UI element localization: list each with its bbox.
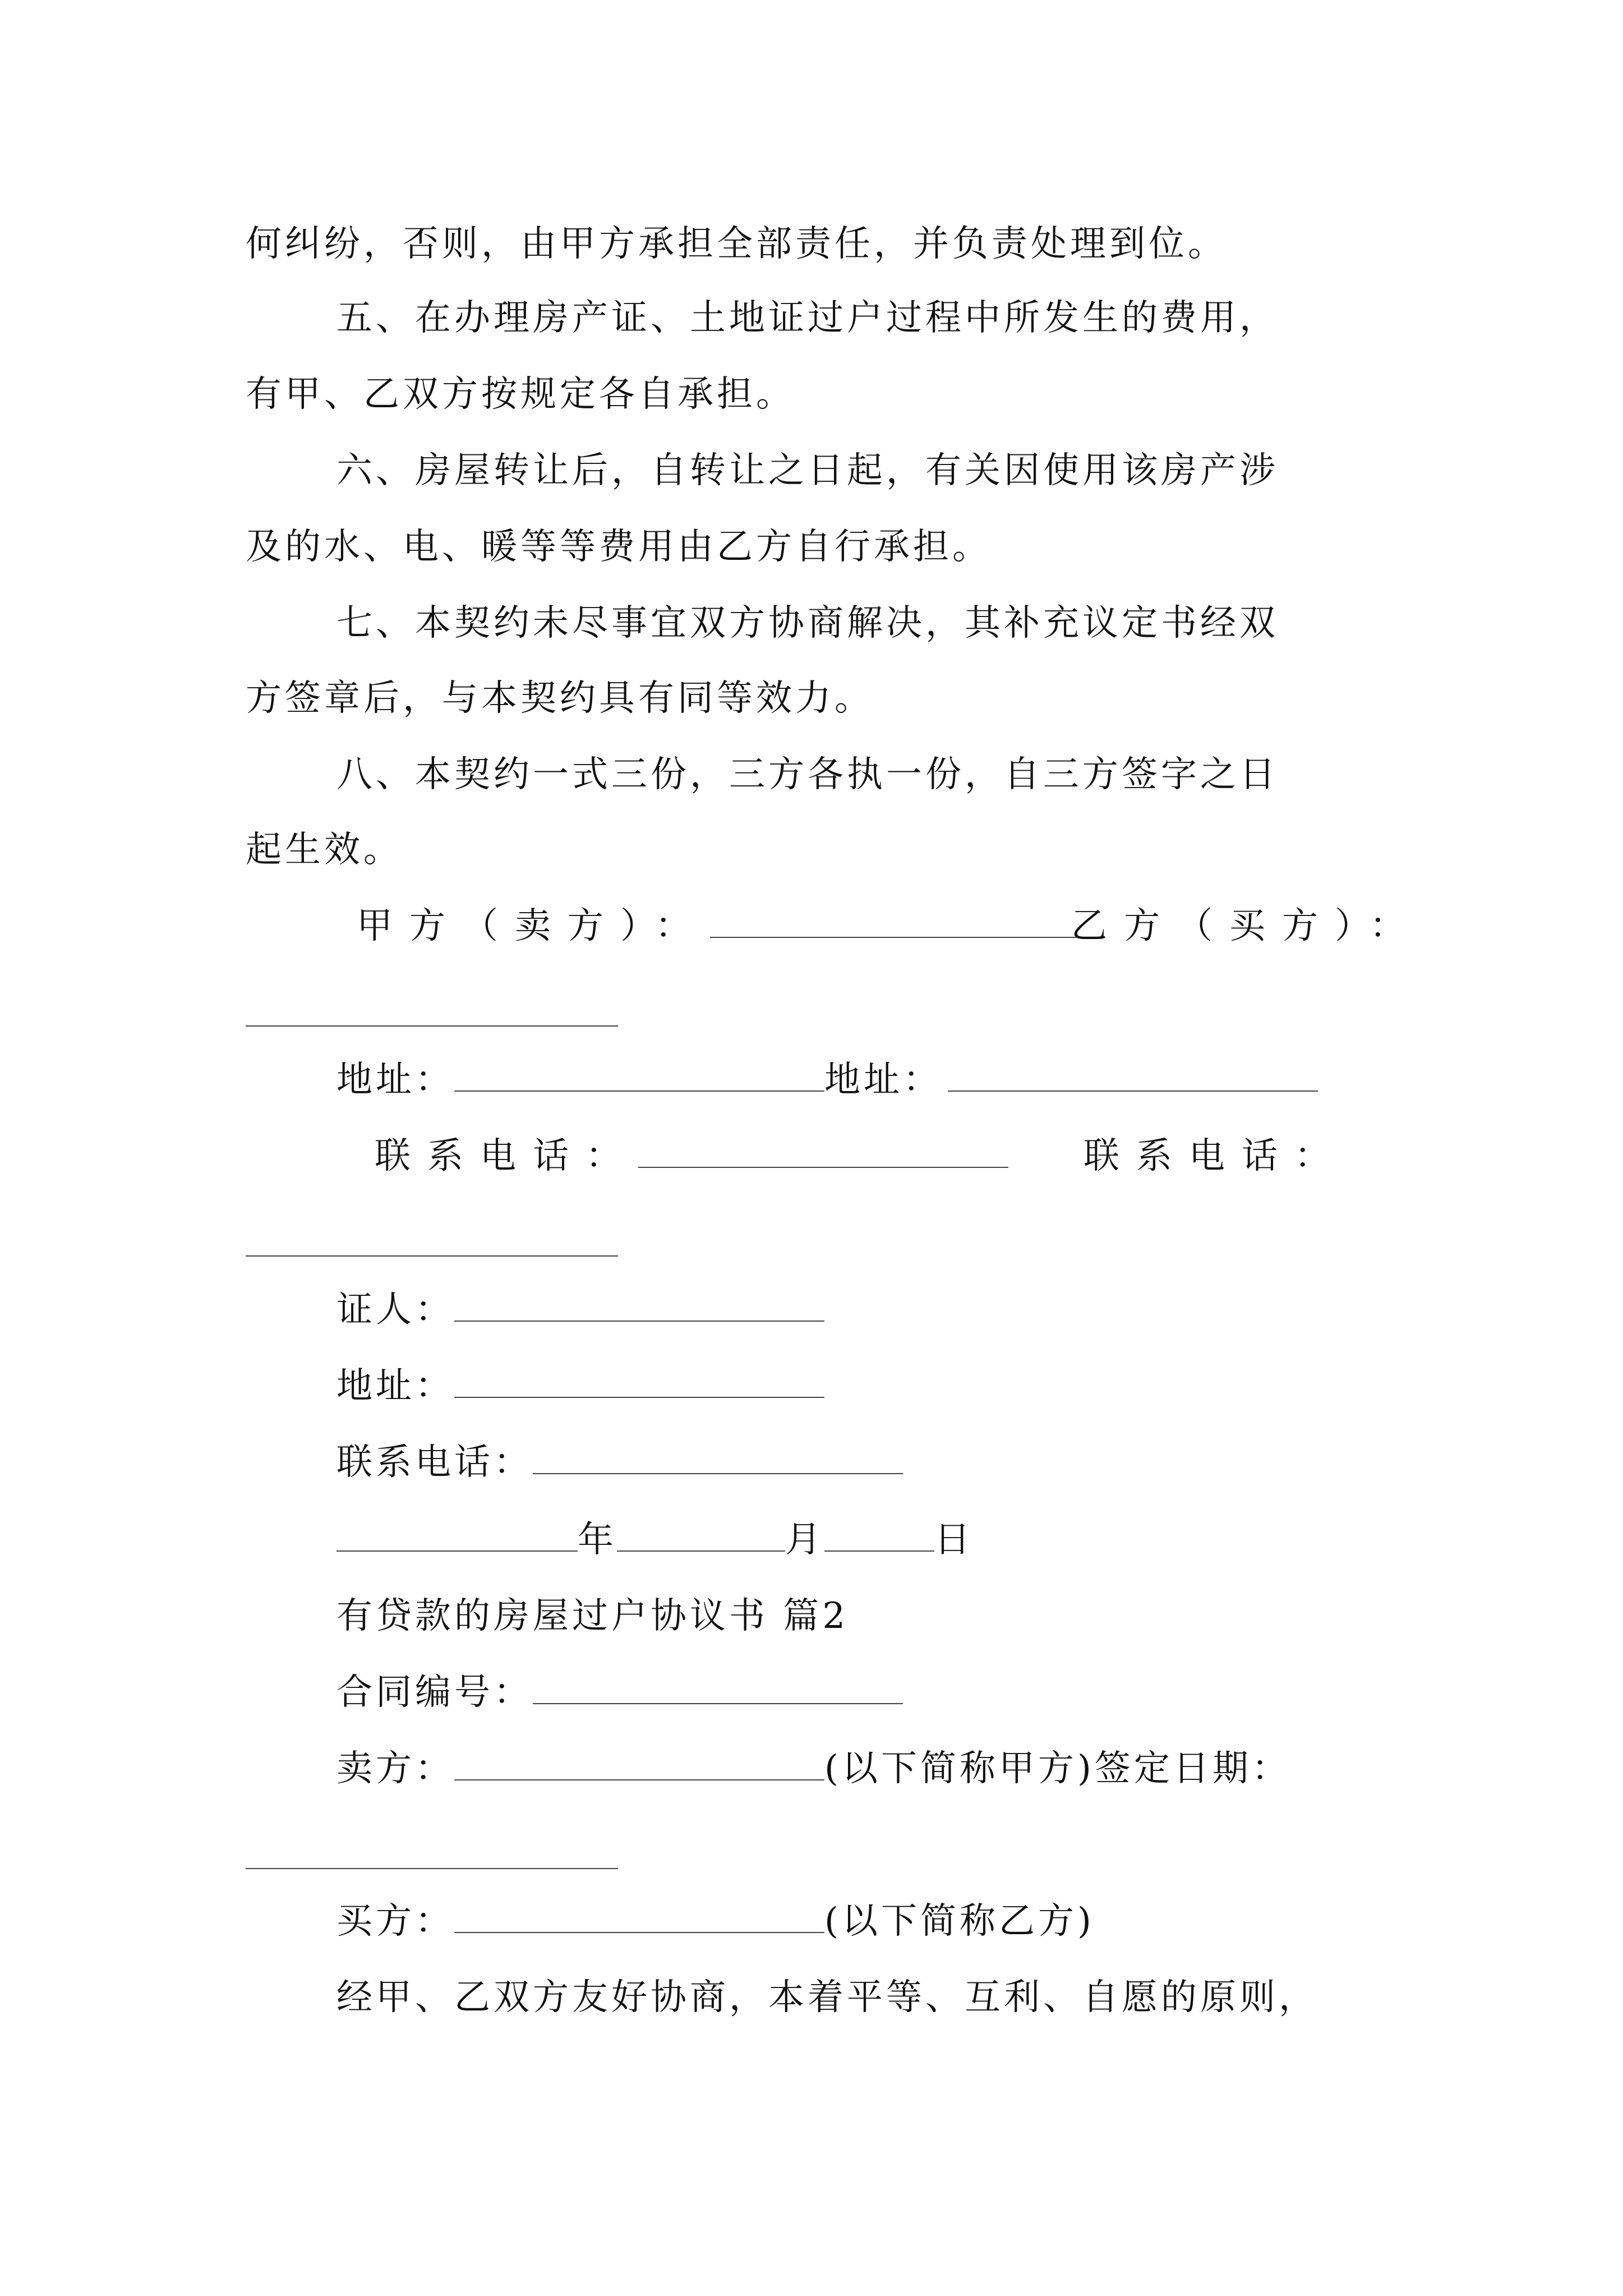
buyer-label: 买方： xyxy=(336,1901,454,1942)
address-label-b: 地址： xyxy=(824,1059,942,1101)
text-line: 五、在办理房产证、土地证过户过程中所发生的费用， xyxy=(336,297,1279,339)
witness-address-line xyxy=(336,1361,824,1411)
witness-line xyxy=(336,1285,824,1335)
text-line: 有甲、乙双方按规定各自承担。 xyxy=(246,374,795,415)
witness-address-blank xyxy=(454,1365,824,1398)
buyer-line xyxy=(336,1896,1095,1947)
text-line: 八、本契约一式三份，三方各执一份，自三方签字之日 xyxy=(336,754,1279,795)
witness-label: 证人： xyxy=(336,1289,454,1331)
party-b-label: 乙方（买方）： xyxy=(1071,905,1422,947)
address-b-blank xyxy=(948,1059,1318,1092)
party-a-blank xyxy=(710,905,1080,938)
witness-phone-blank xyxy=(533,1442,903,1474)
month-label: 月 xyxy=(785,1519,824,1561)
text-line: 经甲、乙双方友好协商，本着平等、互利、自愿的原则， xyxy=(336,1977,1318,2018)
address-a-blank xyxy=(454,1059,824,1092)
witness-phone-label: 联系电话： xyxy=(336,1442,533,1483)
day-label: 日 xyxy=(934,1519,974,1561)
witness-phone-line xyxy=(336,1437,903,1488)
month-blank xyxy=(617,1519,785,1552)
party-a-line xyxy=(357,901,1080,951)
sign-date-blank xyxy=(246,1868,618,1869)
phone-label-a: 联系电话： xyxy=(375,1135,638,1177)
buyer-blank xyxy=(454,1901,824,1933)
contract-no-line xyxy=(336,1667,903,1718)
phone-a-blank xyxy=(638,1135,1008,1168)
buyer-suffix: (以下简称乙方) xyxy=(824,1901,1095,1942)
text-line: 七、本契约未尽事宜双方协商解决，其补充议定书经双 xyxy=(336,602,1279,644)
section-heading: 有贷款的房屋过户协议书 篇2 xyxy=(336,1595,849,1637)
contract-no-label: 合同编号： xyxy=(336,1672,533,1713)
text-line: 方签章后，与本契约具有同等效力。 xyxy=(246,678,874,719)
seller-label: 卖方： xyxy=(336,1748,454,1789)
seller-blank xyxy=(454,1748,824,1780)
date-line xyxy=(336,1515,974,1565)
party-b-blank xyxy=(246,1025,618,1027)
phone-line xyxy=(375,1131,1008,1181)
party-a-label: 甲方（卖方）： xyxy=(357,905,708,947)
day-blank xyxy=(824,1519,934,1552)
phone-b-blank xyxy=(246,1255,618,1257)
address-line xyxy=(336,1055,1318,1105)
seller-suffix: (以下简称甲方)签定日期： xyxy=(824,1748,1291,1789)
text-line: 何纠纷，否则，由甲方承担全部责任，并负责处理到位。 xyxy=(246,223,1227,265)
text-line: 及的水、电、暖等等费用由乙方自行承担。 xyxy=(246,526,992,568)
year-label: 年 xyxy=(578,1519,617,1561)
address-label-a: 地址： xyxy=(336,1059,454,1101)
witness-address-label: 地址： xyxy=(336,1365,454,1407)
contract-no-blank xyxy=(533,1672,903,1704)
phone-label-b: 联系电话： xyxy=(1083,1135,1347,1177)
year-blank xyxy=(336,1519,578,1552)
witness-blank xyxy=(454,1289,824,1322)
seller-line xyxy=(336,1743,1291,1794)
text-line: 六、房屋转让后，自转让之日起，有关因使用该房产涉 xyxy=(336,450,1279,491)
text-line: 起生效。 xyxy=(246,829,403,871)
